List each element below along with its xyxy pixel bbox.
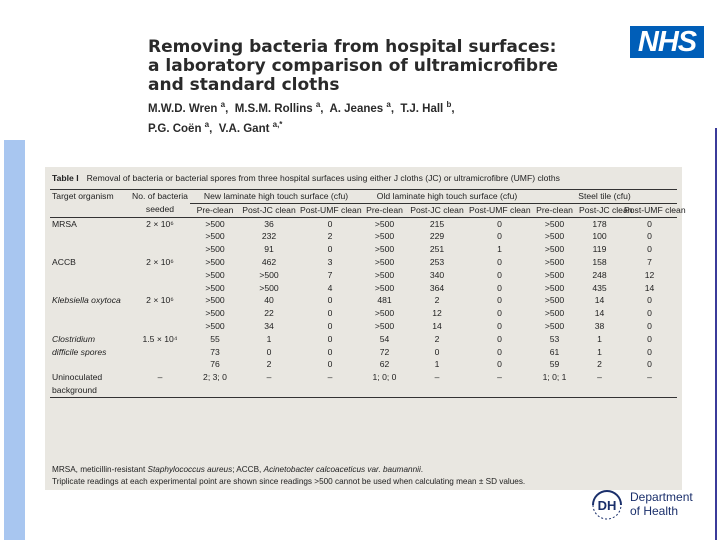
value-cell: 0 xyxy=(497,218,502,229)
value-cell: 0 xyxy=(497,320,502,331)
table-row xyxy=(50,384,677,397)
value-cell: 2 xyxy=(434,295,440,306)
value-cell: 0 xyxy=(327,359,333,370)
results-table xyxy=(50,189,686,398)
value-cell: 73 xyxy=(210,346,220,357)
value-cell: 435 xyxy=(592,282,607,293)
value-cell: 0 xyxy=(327,244,333,255)
seeded-cell: – xyxy=(157,372,163,383)
value-cell: 38 xyxy=(594,320,605,331)
author-name: V.A. Gant xyxy=(218,122,270,135)
value-cell: 0 xyxy=(497,346,502,357)
author-line: M.W.D. Wren $^a$, M.S.M. Rollins $^a$, A. Jeanes $^a$, T.J. Hall $^b$, xyxy=(148,100,455,115)
column-group-header: Steel tile (cfu) xyxy=(532,190,677,204)
value-cell: – xyxy=(266,372,272,383)
value-cell: 0 xyxy=(327,295,333,306)
column-header: Target organism xyxy=(50,190,130,204)
value-cell: 158 xyxy=(592,256,607,267)
organism-cell xyxy=(50,282,130,295)
footnote-abbreviations xyxy=(52,464,525,476)
organism-cell xyxy=(50,269,130,282)
organism-cell xyxy=(50,230,130,243)
seeded-cell xyxy=(130,282,190,295)
seeded-cell xyxy=(130,307,190,320)
value-cell: >500 xyxy=(544,282,565,293)
value-cell: 4 xyxy=(327,282,333,293)
value-cell: 0 xyxy=(497,359,502,370)
column-header: Post-UMF clean xyxy=(467,203,532,217)
value-cell: 0 xyxy=(497,269,502,280)
value-cell: >500 xyxy=(205,308,225,319)
value-cell: >500 xyxy=(205,269,225,280)
value-cell: 2 xyxy=(434,333,440,344)
footnote-text: MRSA, meticillin-resistant xyxy=(52,465,148,474)
value-cell xyxy=(362,384,407,397)
value-cell: 0 xyxy=(647,346,652,357)
author-name: A. Jeanes xyxy=(329,102,384,115)
column-header: Pre-clean xyxy=(532,203,577,217)
value-cell xyxy=(190,384,240,397)
value-cell: 0 xyxy=(327,346,333,357)
value-cell: 0 xyxy=(497,295,502,306)
value-cell: – xyxy=(497,372,502,383)
value-cell: >500 xyxy=(374,269,395,280)
value-cell: 232 xyxy=(261,231,277,242)
value-cell: 0 xyxy=(647,308,652,319)
seeded-cell xyxy=(130,243,190,256)
value-cell: 62 xyxy=(379,359,390,370)
author-affiliation: a,* xyxy=(272,119,283,129)
seeded-cell xyxy=(130,346,190,359)
author-list xyxy=(148,97,588,137)
value-cell: 61 xyxy=(549,346,560,357)
table-row xyxy=(50,230,677,243)
seeded-cell xyxy=(130,358,190,371)
value-cell: 481 xyxy=(377,295,392,306)
organism-cell xyxy=(50,358,130,371)
value-cell: 253 xyxy=(429,256,445,267)
seeded-cell xyxy=(130,320,190,333)
footnote-triplicate: Triplicate readings at each experimental point are shown since readings >500 cannot be used when calculating mean ± SD values. xyxy=(52,477,526,486)
value-cell: 0 xyxy=(497,333,502,344)
organism-cell: Klebsiella oxytoca xyxy=(52,295,121,306)
table-row xyxy=(50,320,677,333)
value-cell: 40 xyxy=(264,295,274,306)
seeded-cell: 2 × 10⁶ xyxy=(146,218,174,229)
value-cell: 59 xyxy=(549,359,560,370)
value-cell: >500 xyxy=(205,218,225,229)
results-table-figure xyxy=(45,167,686,490)
value-cell: 22 xyxy=(264,308,274,319)
value-cell: 12 xyxy=(644,269,655,280)
value-cell: 0 xyxy=(497,256,502,267)
value-cell: 0 xyxy=(266,346,272,357)
seeded-cell xyxy=(130,230,190,243)
value-cell: >500 xyxy=(544,295,565,306)
value-cell: 76 xyxy=(210,359,220,370)
column-header: Post-UMF clean xyxy=(298,203,362,217)
value-cell: 248 xyxy=(592,269,607,280)
value-cell: >500 xyxy=(374,282,395,293)
value-cell: >500 xyxy=(544,320,565,331)
author-affiliation: a xyxy=(204,119,210,129)
value-cell: >500 xyxy=(374,320,395,331)
organism-cell: Clostridium xyxy=(52,333,95,344)
author-affiliation: a xyxy=(315,100,321,109)
seeded-cell: 1.5 × 10⁴ xyxy=(142,333,178,344)
dh-line: Department xyxy=(630,490,693,504)
svg-text:DH: DH xyxy=(597,498,617,513)
value-cell: 7 xyxy=(647,256,652,267)
value-cell xyxy=(407,384,467,397)
value-cell: 340 xyxy=(429,269,445,280)
organism-cell xyxy=(50,243,130,256)
seeded-cell: 2 × 10⁶ xyxy=(146,295,174,306)
value-cell: 36 xyxy=(264,218,274,229)
value-cell: 0 xyxy=(327,320,333,331)
decorative-side-bar xyxy=(4,140,25,540)
table-row xyxy=(50,217,677,230)
value-cell: 0 xyxy=(327,333,333,344)
footnote-text: . xyxy=(420,465,424,474)
table-caption-text: Removal of bacteria or bacterial spores from three hospital surfaces using either J cloths (JC) or ultramicrofibre (UMF) cloths xyxy=(86,173,560,183)
table-caption xyxy=(52,173,560,183)
title-line: a laboratory comparison of ultramicrofibre xyxy=(148,56,558,76)
value-cell: 2; 3; 0 xyxy=(203,372,227,383)
decorative-right-rule xyxy=(715,128,717,540)
value-cell: 178 xyxy=(592,218,607,229)
table-row xyxy=(50,282,677,295)
table-row xyxy=(50,307,677,320)
value-cell: >500 xyxy=(259,269,279,280)
table-row xyxy=(50,243,677,256)
value-cell: 91 xyxy=(264,244,274,255)
value-cell: 100 xyxy=(592,231,607,242)
value-cell: – xyxy=(647,372,652,383)
department-of-health-logo xyxy=(590,489,715,523)
value-cell: >500 xyxy=(259,282,279,293)
footnote-text: Staphylococcus aureus xyxy=(147,465,233,474)
value-cell: 1; 0; 0 xyxy=(372,372,397,383)
table-row xyxy=(50,294,677,307)
column-header xyxy=(50,203,130,217)
value-cell: >500 xyxy=(374,231,395,242)
table-row xyxy=(50,358,677,371)
value-cell: >500 xyxy=(205,295,225,306)
seeded-cell: 2 × 10⁶ xyxy=(146,256,174,267)
value-cell: >500 xyxy=(544,218,565,229)
column-header: Post-UMF clean xyxy=(622,203,677,217)
value-cell: 0 xyxy=(647,359,652,370)
value-cell: 12 xyxy=(432,308,442,319)
column-header: Post-JC clean xyxy=(240,203,298,217)
author-name: T.J. Hall xyxy=(400,102,444,115)
value-cell xyxy=(577,384,622,397)
value-cell: 1 xyxy=(497,244,502,255)
value-cell: 0 xyxy=(497,308,502,319)
value-cell: >500 xyxy=(374,244,395,255)
title-line: and standard cloths xyxy=(148,75,340,95)
author-line: P.G. Coën $^a$, V.A. Gant $^{a,*}$ xyxy=(148,119,283,135)
table-row xyxy=(50,346,677,359)
value-cell: 229 xyxy=(429,231,445,242)
value-cell: 1; 0; 1 xyxy=(542,372,567,383)
value-cell: 0 xyxy=(647,231,652,242)
paper-title xyxy=(148,38,588,95)
value-cell: >500 xyxy=(205,320,225,331)
author-affiliation: b xyxy=(446,100,452,109)
value-cell: 251 xyxy=(429,244,445,255)
seeded-cell xyxy=(130,384,190,397)
footnote-text: Acinetobacter calcoaceticus var. baumannii xyxy=(263,465,421,474)
organism-cell xyxy=(50,307,130,320)
value-cell: 364 xyxy=(429,282,445,293)
nhs-logo: NHS xyxy=(630,26,704,58)
author-affiliation: a xyxy=(220,100,226,109)
value-cell: 53 xyxy=(549,333,560,344)
organism-cell: background xyxy=(50,384,130,397)
value-cell: 7 xyxy=(327,269,333,280)
value-cell: 119 xyxy=(592,244,607,255)
title-line: Removing bacteria from hospital surfaces: xyxy=(148,37,557,57)
table-footnotes xyxy=(52,464,525,488)
table-header-row xyxy=(50,190,677,204)
value-cell: 34 xyxy=(264,320,274,331)
value-cell: >500 xyxy=(544,256,565,267)
column-header: Pre-clean xyxy=(362,203,407,217)
value-cell: 2 xyxy=(597,359,602,370)
table-row xyxy=(50,256,677,269)
value-cell xyxy=(532,384,577,397)
value-cell: – xyxy=(434,372,440,383)
value-cell: 72 xyxy=(379,346,390,357)
seeded-cell xyxy=(130,269,190,282)
author-name: P.G. Coën xyxy=(148,122,202,135)
value-cell xyxy=(622,384,677,397)
table-row xyxy=(50,269,677,282)
column-header: seeded xyxy=(130,203,190,217)
value-cell: 462 xyxy=(261,256,277,267)
author-name: M.W.D. Wren xyxy=(148,102,218,115)
table-row xyxy=(50,371,677,384)
dh-crest-icon xyxy=(590,490,624,520)
value-cell: >500 xyxy=(544,244,565,255)
value-cell: >500 xyxy=(374,256,395,267)
value-cell xyxy=(298,384,362,397)
dh-wordmark xyxy=(630,490,693,518)
column-group-header: New laminate high touch surface (cfu) xyxy=(190,190,362,204)
value-cell: 0 xyxy=(497,282,502,293)
table-label: Table I xyxy=(52,173,79,183)
table-header-row xyxy=(50,203,677,217)
value-cell: 0 xyxy=(327,308,333,319)
organism-cell: MRSA xyxy=(52,218,77,229)
value-cell: 2 xyxy=(327,231,333,242)
column-header: Post-JC clean xyxy=(577,203,622,217)
column-header: No. of bacteria xyxy=(130,190,190,204)
value-cell: 3 xyxy=(327,256,333,267)
organism-cell xyxy=(50,320,130,333)
value-cell: 0 xyxy=(434,346,440,357)
table-row xyxy=(50,333,677,346)
value-cell: 1 xyxy=(597,333,602,344)
value-cell: >500 xyxy=(205,256,225,267)
value-cell: 215 xyxy=(429,218,445,229)
column-header: Pre-clean xyxy=(190,203,240,217)
value-cell: 0 xyxy=(647,218,652,229)
value-cell: 54 xyxy=(379,333,390,344)
value-cell: >500 xyxy=(374,308,395,319)
value-cell: 55 xyxy=(210,333,220,344)
value-cell: 2 xyxy=(266,359,272,370)
value-cell: – xyxy=(597,372,602,383)
value-cell xyxy=(467,384,532,397)
value-cell: >500 xyxy=(205,282,225,293)
value-cell: 0 xyxy=(327,218,333,229)
value-cell: >500 xyxy=(374,218,395,229)
value-cell xyxy=(240,384,298,397)
value-cell: >500 xyxy=(205,231,225,242)
author-name: M.S.M. Rollins xyxy=(234,102,313,115)
value-cell: 1 xyxy=(434,359,440,370)
value-cell: >500 xyxy=(544,269,565,280)
footnote-text: ; ACCB, xyxy=(232,465,264,474)
value-cell: 14 xyxy=(594,295,605,306)
value-cell: 0 xyxy=(647,320,652,331)
value-cell: 0 xyxy=(647,244,652,255)
value-cell: 14 xyxy=(594,308,605,319)
value-cell: 1 xyxy=(597,346,602,357)
organism-cell: difficile spores xyxy=(52,346,107,357)
value-cell: 14 xyxy=(644,282,655,293)
value-cell: >500 xyxy=(205,244,225,255)
value-cell: >500 xyxy=(544,308,565,319)
organism-cell: Uninoculated xyxy=(52,372,103,383)
column-header: Post-JC clean xyxy=(407,203,467,217)
value-cell: 0 xyxy=(497,231,502,242)
organism-cell: ACCB xyxy=(52,256,76,267)
column-group-header: Old laminate high touch surface (cfu) xyxy=(362,190,532,204)
value-cell: 0 xyxy=(647,295,652,306)
value-cell: 0 xyxy=(647,333,652,344)
value-cell: 1 xyxy=(266,333,272,344)
dh-line: of Health xyxy=(630,504,679,518)
value-cell: – xyxy=(327,372,333,383)
author-affiliation: a xyxy=(386,100,391,109)
value-cell: 14 xyxy=(432,320,442,331)
table-body xyxy=(50,217,677,397)
value-cell: >500 xyxy=(544,231,565,242)
